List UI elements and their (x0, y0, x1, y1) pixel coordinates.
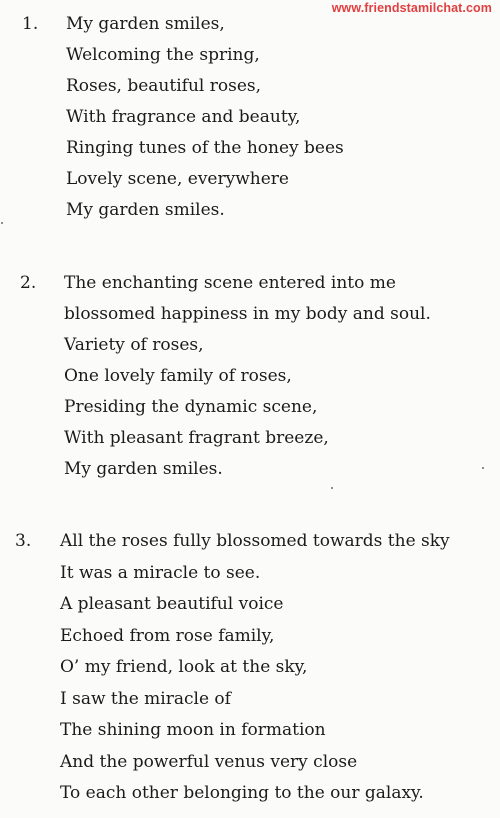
poem-line: It was a miracle to see. (60, 562, 261, 583)
site-watermark: www.friendstamilchat.com (331, 1, 492, 15)
poem-line: The shining moon in formation (60, 720, 326, 740)
stanza-lines (64, 268, 494, 485)
stanza-number: 2. (20, 273, 37, 293)
poem-line: The enchanting scene entered into me (64, 273, 396, 293)
poem-line: Echoed from rose family, (60, 625, 275, 646)
poem-line: All the roses fully blossomed towards the sky (60, 531, 450, 551)
poem-line: Variety of roses, (64, 335, 204, 355)
poem-line: O’ my friend, look at the sky, (60, 657, 308, 677)
poem-line: Lovely scene, everywhere (66, 169, 289, 189)
poem-line: My garden smiles. (66, 200, 225, 220)
poem-line: A pleasant beautiful voice (60, 594, 284, 614)
poem-line: My garden smiles. (64, 459, 223, 479)
poem-line: With fragrance and beauty, (66, 107, 301, 127)
scan-speck (1, 222, 3, 224)
stanza-lines (66, 9, 496, 226)
poem-line: Welcoming the spring, (66, 45, 260, 65)
scan-speck (331, 487, 333, 489)
stanza-number: 3. (15, 531, 32, 551)
poem-line: Presiding the dynamic scene, (64, 397, 318, 417)
poem-line: To each other belonging to the our galaxy. (60, 783, 424, 803)
poem-line: Ringing tunes of the honey bees (66, 138, 344, 158)
poem-line: blossomed happiness in my body and soul. (64, 304, 431, 324)
poem-line: I saw the miracle of (60, 688, 231, 709)
poem-line: One lovely family of roses, (64, 366, 292, 386)
stanza-lines (60, 526, 490, 810)
scan-speck (482, 467, 484, 469)
poem-line: And the powerful venus very close (60, 751, 358, 772)
poem-line: With pleasant fragrant breeze, (64, 428, 329, 448)
poem-line: My garden smiles, (66, 14, 225, 34)
stanza-number: 1. (22, 14, 39, 34)
poem-line: Roses, beautiful roses, (66, 76, 262, 96)
